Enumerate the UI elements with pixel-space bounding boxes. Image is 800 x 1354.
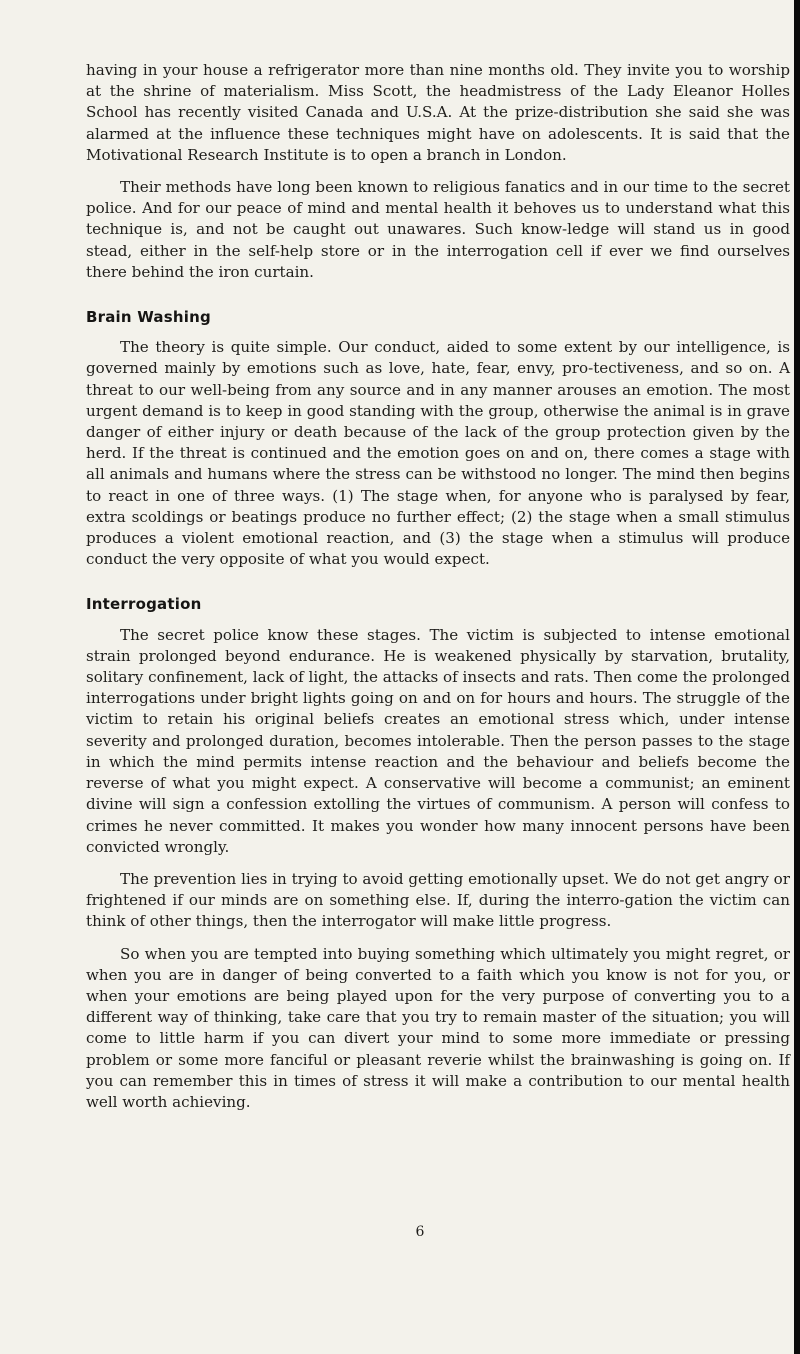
section-heading: Interrogation	[86, 595, 202, 614]
body-paragraph: The secret police know these stages. The victim is subjected to intense emotional strain prolonged beyond endurance. He is weakened physically by starvation, brutality, solitary confinement, lack of light, the attacks of insects and rats. Then come the prolonged interrogations under bright lights going on and on for hours and hours. The struggle of the victim to retain his original beliefs creates an emotional stress which, under intense severity and prolonged duration, becomes intolerable. Then the person passes to the stage in which the mind permits intense reaction and the behaviour and beliefs become the reverse of what you might expect. A conservative will become a communist; an eminent divine will sign a confession extolling the virtues of communism. A person will confess to crimes he never committed. It makes you wonder how many innocent persons have been convicted wrongly.	[86, 625, 790, 856]
section-heading: Brain Washing	[86, 308, 211, 327]
body-paragraph: The theory is quite simple. Our conduct, aided to some extent by our intelligence, is governed mainly by emotions such as love, hate, fear, envy, pro-tectiveness, and so on. A threat to our well-being from any source and in any manner arouses an emotion. The most urgent demand is to keep in good standing with the group, otherwise the animal is in grave danger of either injury or death because of the lack of the group protection given by the herd. If the threat is continued and the emotion goes on and on, there comes a stage with all animals and humans where the stress can be withstood no longer. The mind then begins to react in one of three ways. (1) The stage when, for anyone who is paralysed by fear, extra scoldings or beatings produce no further effect; (2) the stage when a small stimulus produces a violent emotional reaction, and (3) the stage when a stimulus will produce conduct the very opposite of what you would expect.	[86, 338, 790, 569]
body-paragraph: Their methods have long been known to religious fanatics and in our time to the secret police. And for our peace of mind and mental health it behoves us to understand what this technique is, and not be caught out unawares. Such know-ledge will stand us in good stead, either in the self-help store or in the interrogation cell if ever we find ourselves there behind the iron curtain.	[86, 178, 790, 281]
scan-edge-shadow	[794, 0, 800, 1354]
page-number: 6	[415, 1224, 425, 1240]
body-paragraph: So when you are tempted into buying something which ultimately you might regret, or when you are in danger of being converted to a faith which you know is not for you, or when your emotions are being played upon for the very purpose of converting you to a different way of thinking, take care that you try to remain master of the situation; you will come to little harm if you can divert your mind to some more immediate or pressing problem or some more fanciful or pleasant reverie whilst the brainwashing is going on. If you can remember this in times of stress it will make a contribution to our mental health well worth achieving.	[86, 944, 790, 1111]
text-column	[86, 60, 790, 1124]
body-paragraph: The prevention lies in trying to avoid getting emotionally upset. We do not get angry or frightened if our minds are on something else. If, during the interro-gation the victim can think of other things, then the interrogator will make little progress.	[86, 869, 790, 931]
body-paragraph: having in your house a refrigerator more than nine months old. They invite you to worship at the shrine of materialism. Miss Scott, the headmistress of the Lady Eleanor Holles School has recently visited Canada and U.S.A. At the prize-distribution she said she was alarmed at the influence these techniques might have on adolescents. It is said that the Motivational Research Institute is to open a branch in London.	[86, 61, 790, 164]
